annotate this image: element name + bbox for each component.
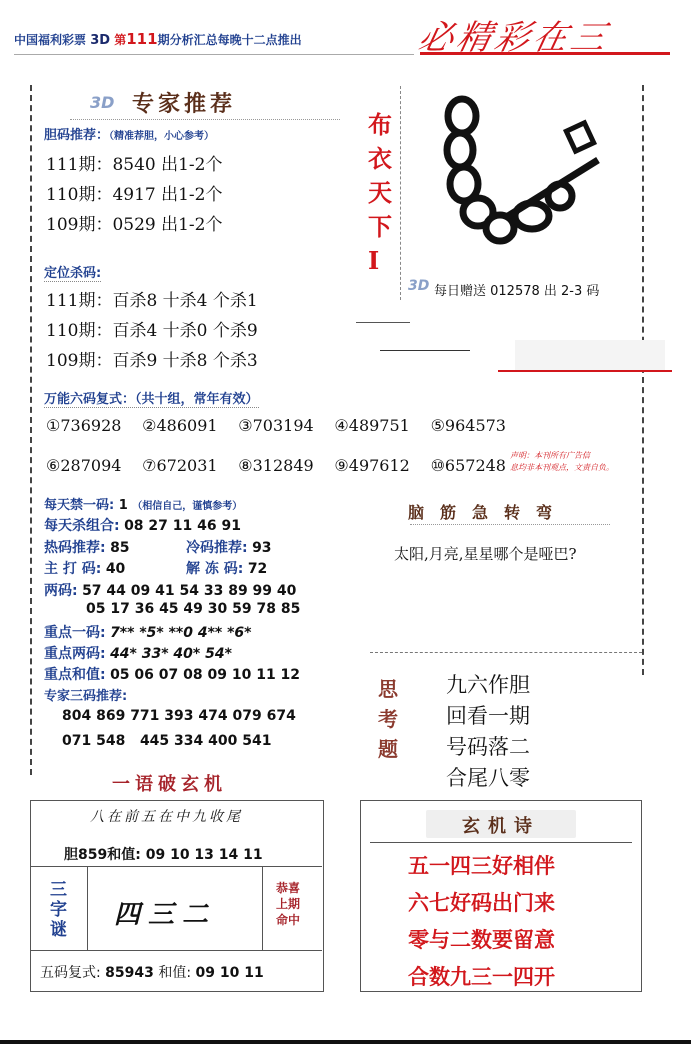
zdh-value: 05 06 07 08 09 10 11 12: [110, 667, 301, 683]
re-value: 85: [110, 540, 130, 556]
dan-note: （精准荐胆，小心参考）: [109, 131, 215, 142]
ad-vertical-char: 天: [368, 178, 392, 207]
yiyu-handwriting: 八在前五在中九收尾: [90, 809, 243, 825]
think-label: [378, 674, 408, 770]
think-line: 九六作胆: [446, 673, 530, 697]
ad-red-line: [498, 370, 672, 372]
brain-title: 脑筋急转弯: [408, 503, 569, 522]
dan-list: [46, 150, 223, 240]
zimi-label-char: 字: [50, 900, 67, 920]
page-bottom-border: [0, 1040, 691, 1044]
dingwei-row: 110期：百杀4 十杀0 个杀9: [46, 321, 258, 341]
wanneng-item: ④489751: [334, 416, 410, 435]
zimi-divider: [262, 866, 263, 950]
re-line: [44, 537, 130, 557]
sha-value: 08 27 11 46 91: [124, 518, 241, 534]
ad-logo: 3D: [408, 278, 430, 294]
wuma-line: [40, 962, 264, 982]
ad-divider: [380, 350, 470, 351]
wanneng-item: ③703194: [238, 416, 314, 435]
sanma-values: 804 869 771 393 474 079 674: [62, 708, 296, 724]
dan-row: 110期：4917 出1-2个: [46, 185, 223, 205]
zimi-top-border: [30, 866, 322, 867]
poem-lines: [408, 848, 555, 996]
ad-disclaimer: [510, 450, 614, 474]
wuma-he-value: 09 10 11: [195, 965, 264, 981]
zimi-congrats-line: 恭喜: [276, 881, 301, 895]
ad-divider: [356, 322, 410, 323]
zimi-congrats-line: 命中: [276, 913, 301, 927]
wanneng-item: ⑦672031: [142, 456, 218, 475]
zimi-answer: 四三二: [114, 900, 217, 930]
zhu-value: 40: [105, 561, 126, 577]
ad-grey-block: [515, 340, 665, 370]
jie-line: [186, 558, 267, 578]
leng-line: [186, 537, 272, 557]
sanma-label: 专家三码推荐:: [44, 689, 128, 704]
expert-title: 专家推荐: [132, 91, 237, 117]
jie-label: 解 冻 码:: [186, 561, 244, 577]
wuma-label: 五码复式:: [40, 965, 101, 981]
zhu-label: 主 打 码:: [44, 561, 102, 577]
jin-value: 1: [118, 498, 128, 513]
yiyu-dan-label: 胆: [64, 847, 78, 863]
frame-left-border: [30, 85, 32, 775]
ad-illustration: [420, 88, 640, 278]
zimi-label-char: 三: [50, 880, 67, 900]
poem-line: 五一四三好相伴: [408, 854, 555, 878]
wanneng-label: 万能六码复式：（共十组，常年有效）: [44, 388, 259, 408]
ad-caption: 每日赠送 012578 出 2-3 码: [434, 284, 600, 299]
poem-title: 玄机诗: [462, 816, 540, 837]
ad-vertical-char: I: [368, 246, 380, 275]
ad-vertical-char: 下: [368, 212, 392, 241]
sha-line: [44, 515, 241, 535]
header-issue: 111: [126, 30, 158, 48]
header-title: [14, 30, 302, 48]
think-label-char: 思: [378, 677, 398, 701]
yiyu-he-value: 09 10 13 14 11: [145, 847, 263, 863]
zimi-label-char: 谜: [50, 920, 67, 940]
jin-label: 每天禁一码:: [44, 498, 115, 513]
wanneng-row-1: [46, 416, 506, 435]
dingwei-row: 109期：百杀9 十杀8 个杀3: [46, 351, 258, 371]
wanneng-item: ②486091: [142, 416, 218, 435]
zimi-bottom-border: [30, 950, 322, 951]
zdh-label: 重点和值:: [44, 667, 106, 683]
liang-line-1: [44, 580, 296, 600]
yiyu-he-label: 和值:: [107, 847, 141, 863]
sha-label: 每天杀组合:: [44, 518, 120, 534]
re-label: 热码推荐:: [44, 540, 106, 556]
wanneng-item: ①736928: [46, 416, 122, 435]
poem-line: 合数九三一四开: [408, 965, 555, 989]
zdh-line: [44, 664, 300, 684]
header-title-pre: 中国福利彩票: [14, 33, 87, 47]
ad-vertical-char: 布: [368, 110, 392, 139]
yiyu-title: 一语破玄机: [112, 774, 227, 795]
think-label-char: 题: [378, 737, 398, 761]
header-brand-underline: [420, 52, 670, 55]
expert-logo: 3D: [90, 93, 115, 112]
wanneng-item: ⑨497612: [334, 456, 410, 475]
dingwei-label: 定位杀码:: [44, 262, 101, 282]
ad-vertical-text: [368, 108, 392, 278]
yiyu-dan-line: [64, 844, 263, 864]
zd2-line: [44, 643, 232, 663]
wanneng-item: ⑥287094: [46, 456, 122, 475]
wanneng-row-2: [46, 456, 506, 475]
wuma-value: 85943: [105, 965, 154, 981]
header-title-di: 第: [114, 33, 127, 47]
poem-line: 零与二数要留意: [408, 928, 555, 952]
dan-row: 111期：8540 出1-2个: [46, 155, 223, 175]
dingwei-row: 111期：百杀8 十杀4 个杀1: [46, 291, 258, 311]
dingwei-list: [46, 286, 258, 376]
beads-illustration-icon: [420, 88, 640, 278]
ad-vertical-banner: [354, 86, 401, 300]
zd1-value: 7** *5* **0 4** *6*: [110, 625, 252, 641]
leng-label: 冷码推荐:: [186, 540, 248, 556]
header-brand: 必精彩在三: [415, 18, 614, 58]
liang-label: 两码:: [44, 583, 78, 599]
zimi-divider: [87, 866, 88, 950]
think-lines: [446, 670, 530, 794]
zd2-label: 重点两码:: [44, 646, 106, 662]
ad-disclaimer-line: 息均非本刊观点，文责自负。: [510, 463, 614, 472]
dan-label: 胆码推荐：: [44, 128, 110, 143]
zhu-line: [44, 558, 125, 578]
sanma-values: 071 548 445 334 400 541: [62, 733, 272, 749]
ad-caption-row: [408, 276, 638, 302]
dan-label-line: [44, 124, 214, 143]
ad-disclaimer-line: 声明：本刊所有广告信: [510, 451, 590, 460]
brain-bottom-divider: [370, 652, 642, 653]
brain-question: 太阳,月亮,星星哪个是哑巴?: [394, 545, 577, 563]
wanneng-item: ⑧312849: [238, 456, 314, 475]
zimi-congrats: [276, 880, 300, 928]
dan-row: 109期：0529 出1-2个: [46, 215, 223, 235]
think-line: 合尾八零: [446, 766, 530, 790]
jin-note: （相信自己，谨慎参考）: [132, 501, 243, 512]
zd2-value: 44* 33* 40* 54*: [110, 646, 232, 662]
think-line: 回看一期: [446, 704, 530, 728]
ad-vertical-char: 衣: [368, 144, 392, 173]
liang-values: 57 44 09 41 54 33 89 99 40: [82, 583, 297, 599]
yiyu-dan-value: 859: [78, 847, 108, 863]
leng-value: 93: [252, 540, 272, 556]
wanneng-item: ⑤964573: [430, 416, 506, 435]
think-label-char: 考: [378, 707, 398, 731]
wuma-he-label: 和值:: [158, 965, 192, 981]
think-line: 号码落二: [446, 735, 530, 759]
jie-value: 72: [247, 561, 268, 577]
brain-divider: [410, 524, 610, 525]
header-title-post: 期分析汇总每晚十二点推出: [157, 33, 302, 47]
expert-title-bar: [70, 85, 340, 120]
zimi-label: [50, 880, 67, 940]
liang-values: 05 17 36 45 49 30 59 78 85: [86, 601, 301, 617]
header-title-3d: 3D: [90, 33, 111, 48]
poem-title-divider: [370, 842, 632, 843]
poem-line: 六七好码出门来: [408, 891, 555, 915]
zd1-line: [44, 622, 251, 642]
wanneng-item: ⑩657248: [430, 456, 506, 475]
frame-right-border: [642, 85, 644, 675]
zimi-congrats-line: 上期: [276, 897, 301, 911]
jin-line: [44, 494, 242, 513]
zd1-label: 重点一码:: [44, 625, 106, 641]
header-divider: [14, 54, 414, 55]
